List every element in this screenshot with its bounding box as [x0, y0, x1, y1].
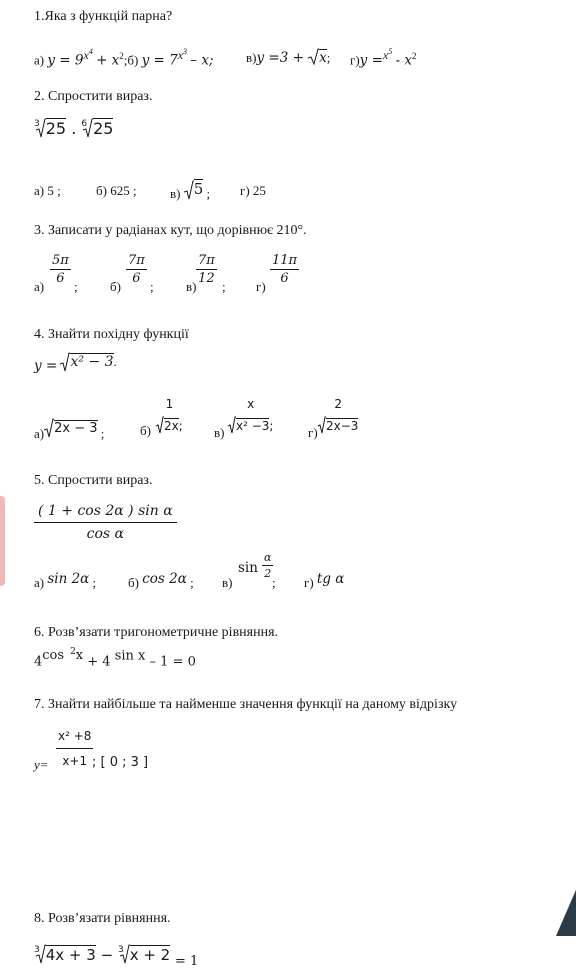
q5-g-value: tg α [316, 571, 345, 587]
q2-root2-sign [83, 118, 93, 138]
q4-g-num: 2 [334, 397, 343, 411]
q5-a-label: а) [34, 575, 45, 590]
q1-b-lhs: y = 7 [141, 52, 178, 69]
q5-option-g [304, 572, 344, 589]
q7-den: x+1 [62, 754, 88, 768]
q4-g-label: г) [308, 425, 318, 440]
q5-option-a [34, 572, 96, 589]
q5-expression-fraction [34, 504, 177, 541]
q6-exp1-cos: cos [42, 648, 65, 664]
q6-base1: 4 [34, 654, 43, 670]
q3-v-tail: ; [222, 279, 226, 294]
q8-root2-index: 3 [117, 945, 124, 955]
q3-v-fraction [196, 254, 217, 285]
q5-b-value: cos 2α [142, 571, 187, 587]
q1-b-exp-power: 3 [183, 47, 188, 56]
q5-b-label: б) [128, 575, 139, 590]
q3-a-tail: ; [74, 279, 78, 294]
q4-v-num: x [247, 397, 255, 411]
q4-b-radicand: 2x [164, 419, 179, 433]
q2-v-label: в) [170, 186, 181, 201]
q1-g-tail-sup: 2 [411, 51, 417, 61]
q5-title: 5. Спростити вираз. [34, 473, 153, 488]
q5-den: cos α [86, 526, 125, 542]
q3-v-label: в) [186, 279, 197, 294]
q4-g-den [318, 414, 358, 434]
q1-option-g [350, 48, 416, 68]
q3-g-den: 6 [280, 271, 289, 286]
q1-g-lhs: y = [359, 52, 383, 69]
q2-v-radicand: 5 [193, 180, 204, 198]
q1-b-label: ;б) [123, 52, 139, 68]
q8-root1-body: 4x + 3 [45, 946, 96, 964]
q4-b-den [156, 414, 183, 434]
q1-b-exp: x [177, 48, 184, 62]
corner-shape [556, 876, 576, 936]
q1-g-label: г) [350, 52, 360, 68]
q2-option-v [170, 180, 210, 200]
q5-v-sin: sin [238, 560, 258, 576]
q5-option-b [128, 572, 194, 589]
q7-interval: ; [ 0 ; 3 ] [92, 755, 149, 770]
q4-b-tail: ; [178, 419, 183, 433]
q3-b-num: 7π [128, 253, 145, 268]
q4-v-tail: ; [269, 419, 274, 433]
q1-v-expr: y =3 + [256, 50, 304, 66]
q3-v-den: 12 [198, 271, 215, 286]
q2-root1-sign [36, 118, 46, 138]
q3-a-label: а) [34, 279, 45, 294]
q3-b-tail: ; [150, 279, 154, 294]
q5-a-value: sin 2α [47, 571, 90, 587]
q8-root2-body: x + 2 [129, 946, 171, 964]
q1-v-radicand: x [319, 50, 327, 66]
q3-title: 3. Записати у радіанах кут, що дорівнює 210°. [34, 223, 307, 238]
q4-v-radicand: x² −3 [236, 419, 270, 433]
q2-root1-body: 25 [45, 119, 67, 138]
q6-plus: + 4 [87, 654, 111, 670]
q1-option-v [246, 48, 330, 66]
q4-v-label: в) [214, 425, 225, 440]
page-edge-marker [0, 496, 5, 586]
q3-g-num: 11π [272, 253, 298, 268]
q2-expression [34, 118, 113, 138]
q3-a-num: 5π [52, 253, 69, 268]
q7-lhs: y= [34, 757, 49, 772]
q5-v-label: в) [222, 575, 233, 590]
q3-b-den: 6 [132, 271, 141, 286]
q1-v-label: в) [246, 50, 257, 65]
q4-func-lhs: y = [34, 358, 58, 374]
q8-minus: − [100, 946, 114, 964]
q6-equation [34, 648, 196, 668]
q1-v-radical-sign [307, 48, 319, 66]
q3-a-den: 6 [56, 271, 65, 286]
q7-fraction [56, 730, 93, 767]
q4-g-radical-sign [318, 416, 326, 434]
q4-g-fraction [318, 398, 358, 434]
q2-option-b: б) 625 ; [96, 183, 137, 198]
q2-root2-index: 6 [81, 119, 88, 129]
q3-g-label: г) [256, 279, 266, 294]
q2-v-tail: ; [206, 186, 211, 201]
q4-v-den [228, 414, 273, 434]
q5-v-den: 2 [264, 567, 272, 580]
q4-a-radical-sign [44, 418, 54, 438]
q1-g-exp-power: 5 [388, 47, 393, 56]
q2-option-g: г) 25 [240, 183, 266, 198]
q6-exp1-var: x [75, 648, 84, 664]
q7-title: 7. Знайти найбільше та найменше значення функції на даному відрізку [34, 697, 458, 712]
q4-g-radicand: 2x−3 [326, 419, 359, 433]
q8-root1-sign [36, 944, 46, 964]
q3-v-num: 7π [198, 253, 215, 268]
q4-b-label: б) [140, 423, 151, 438]
q4-function [34, 352, 117, 374]
q2-v-radical-sign [184, 180, 194, 200]
q5-b-tail: ; [190, 575, 194, 590]
q4-func-radical-sign [60, 352, 70, 372]
q3-b-fraction [126, 254, 147, 285]
q3-b-label: б) [110, 279, 121, 294]
q8-root2-sign [117, 944, 130, 964]
q4-b-fraction [156, 398, 183, 434]
q1-g-exp: x [382, 48, 389, 62]
q1-a-exp: x [83, 48, 89, 62]
q6-exp1 [42, 648, 83, 663]
q4-title: 4. Знайти похідну функції [34, 327, 189, 342]
q6-exp1-sup: 2 [70, 647, 76, 657]
q1-b-tail: – x; [190, 52, 214, 69]
q4-b-num: 1 [165, 397, 174, 411]
q1-a-lhs: y = 9 [47, 52, 84, 69]
q5-v-tail: ; [272, 575, 276, 590]
q8-root1-index: 3 [34, 945, 40, 955]
q6-title: 6. Розв’язати тригонометричне рівняння. [34, 625, 279, 640]
q1-g-tail: - x [395, 52, 412, 69]
q4-a-label: а) [34, 426, 45, 441]
q1-a-mid-sup: 2 [119, 51, 124, 61]
q1-a-mid: + x [96, 52, 120, 69]
q5-num: ( 1 + cos 2α ) sin α [34, 504, 177, 523]
q4-v-fraction [228, 398, 273, 434]
q6-exp2: sin x [114, 648, 146, 664]
q1-v-tail: ; [326, 50, 331, 65]
q1-a-label: а) [34, 52, 45, 68]
q4-func-tail: . [113, 354, 117, 369]
q2-option-a: а) 5 ; [34, 183, 61, 198]
q2-dot: . [71, 119, 77, 138]
q5-v-num: α [264, 551, 272, 564]
q4-func-radicand: x² − 3 [70, 354, 114, 370]
q2-title: 2. Спростити вираз. [34, 89, 153, 104]
q8-rhs: = 1 [175, 954, 199, 969]
q2-root1-index: 3 [34, 119, 40, 129]
q1-title: 1.Яка з функцій парна? [34, 9, 173, 24]
q4-b-radical-sign [156, 416, 164, 434]
q2-root2-body: 25 [93, 119, 114, 138]
q8-equation [34, 944, 198, 968]
q4-option-a [34, 418, 104, 440]
q4-a-tail: ; [100, 426, 105, 441]
q8-title: 8. Розв’язати рівняння. [34, 911, 171, 926]
q1-a-exp-power: 4 [88, 47, 93, 56]
q3-a-fraction [50, 254, 71, 285]
q4-v-radical-sign [228, 416, 236, 434]
q7-num: x² +8 [56, 730, 93, 749]
q5-g-label: г) [304, 575, 314, 590]
q1-option-a [34, 48, 214, 68]
q5-a-tail: ; [92, 575, 97, 590]
q6-tail: – 1 = 0 [149, 654, 196, 670]
q4-a-radicand: 2x − 3 [54, 421, 98, 436]
q3-g-fraction [270, 254, 299, 285]
